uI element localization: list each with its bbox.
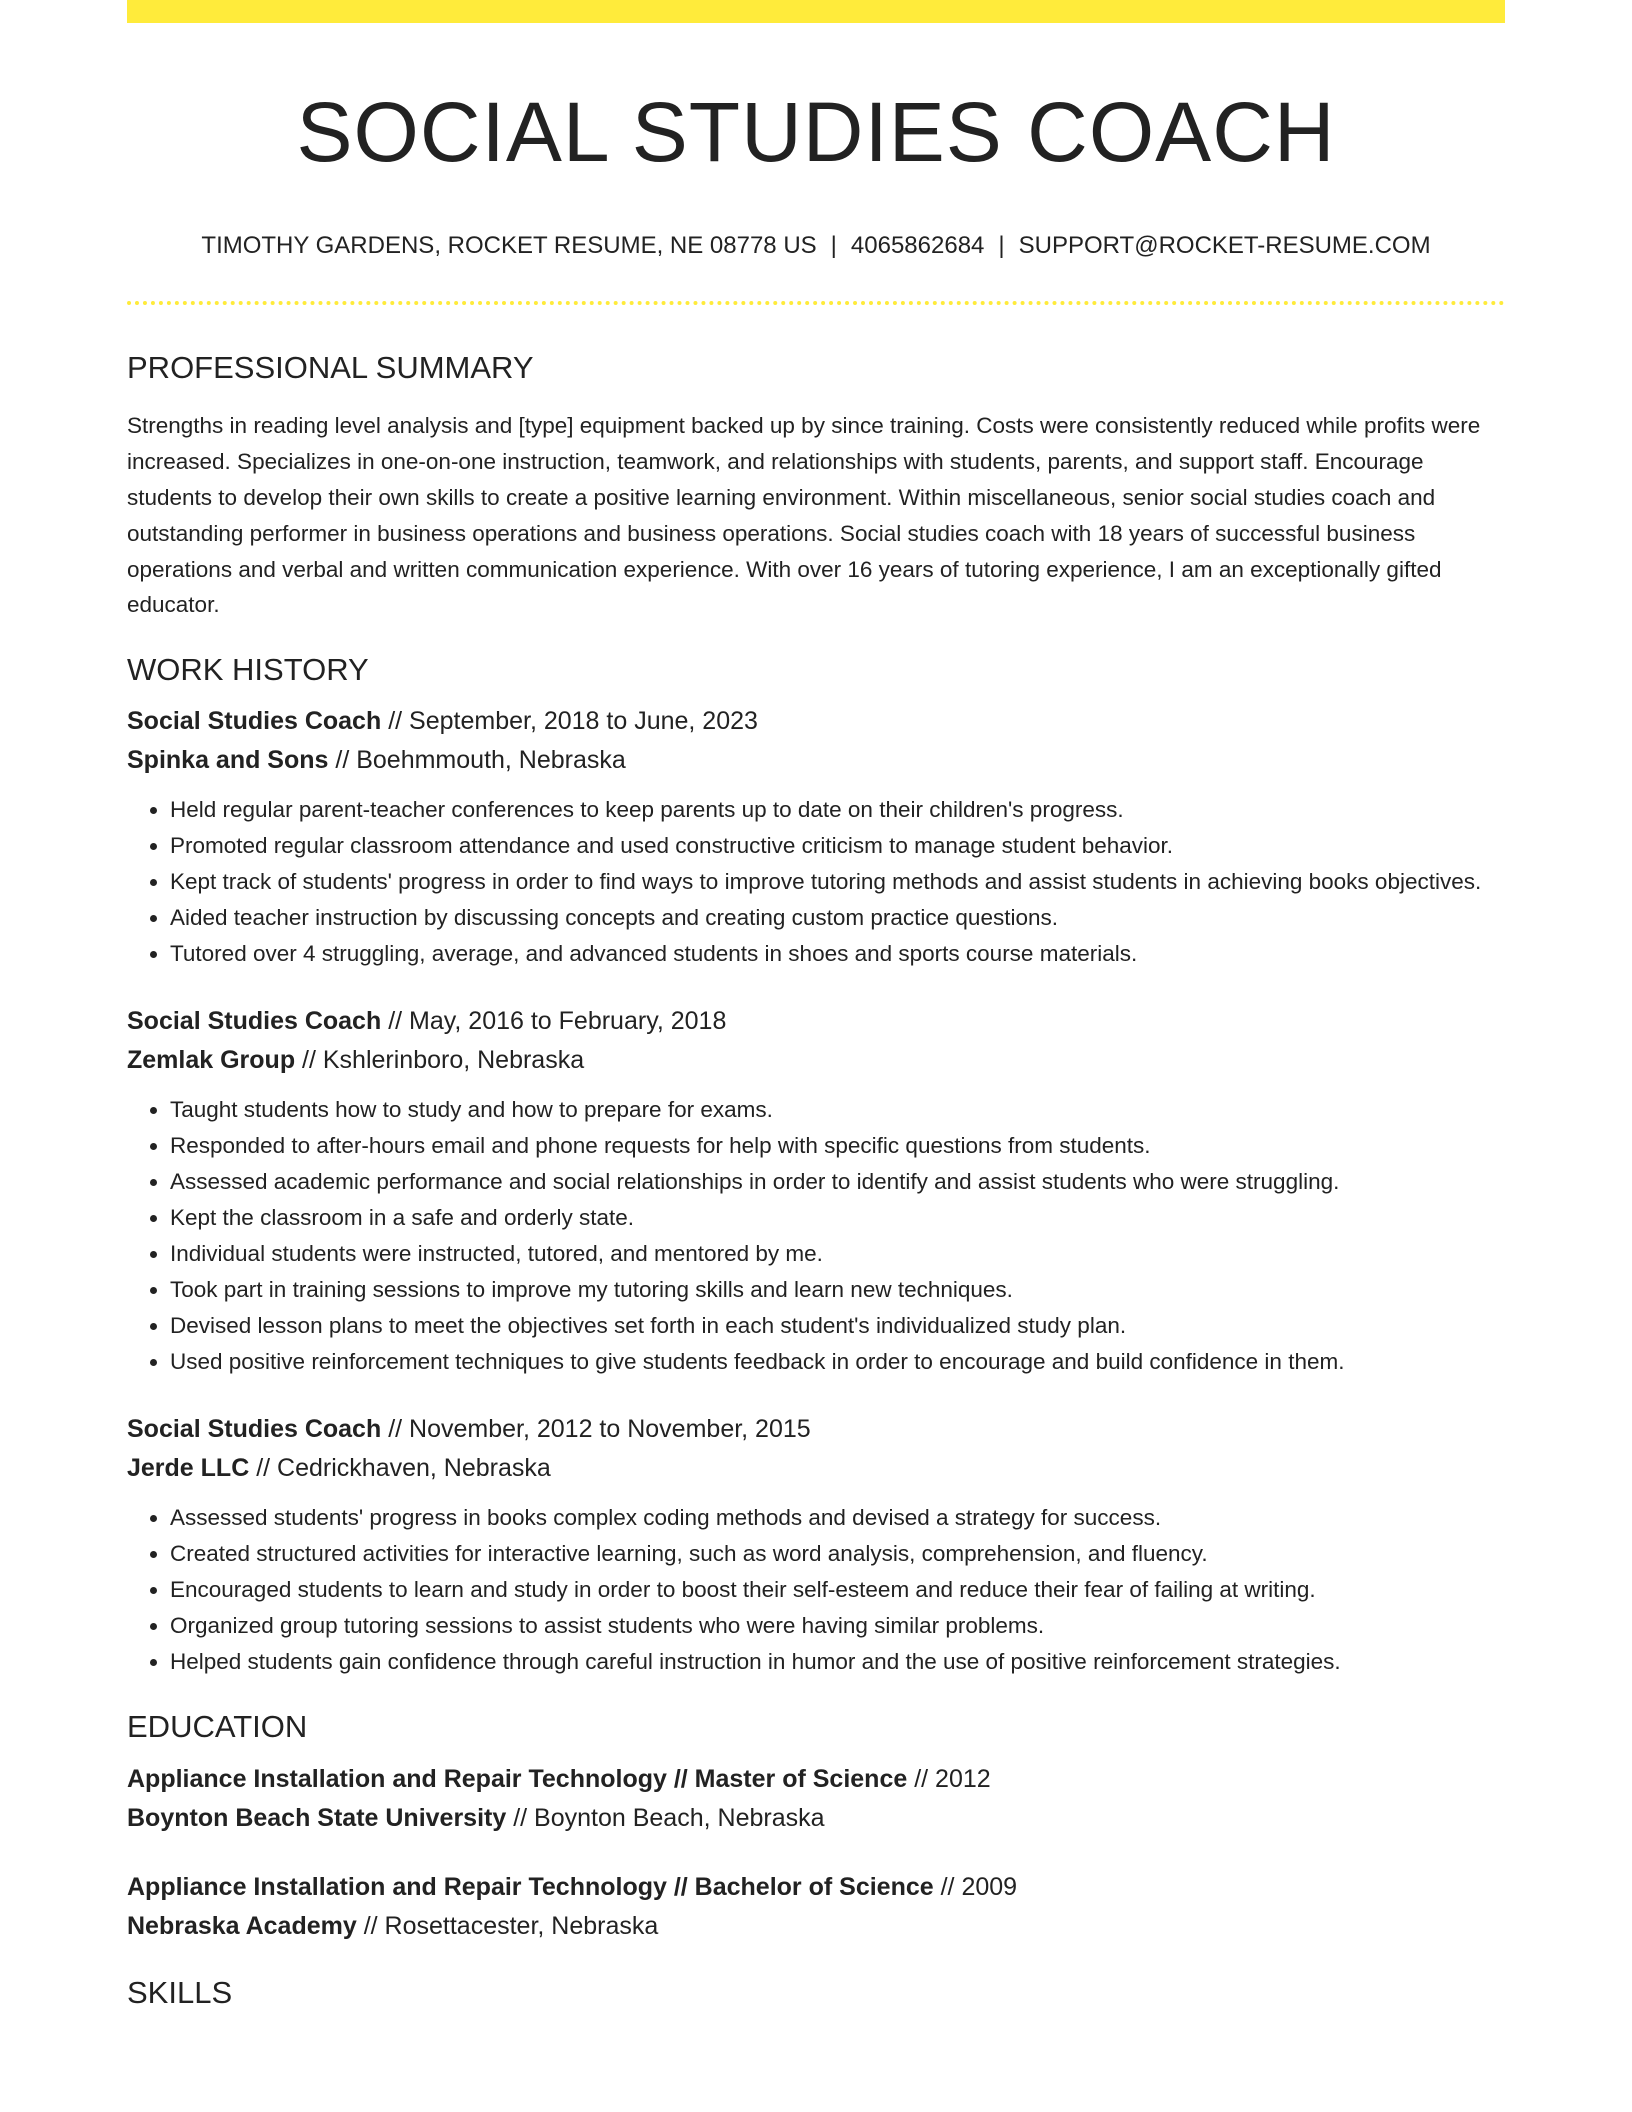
school-location: // Boynton Beach, Nebraska xyxy=(506,1803,825,1832)
job-location: // Kshlerinboro, Nebraska xyxy=(295,1046,585,1075)
contact-address: TIMOTHY GARDENS, ROCKET RESUME, NE 08778 US xyxy=(201,232,817,260)
list-item: • Held regular parent-teacher conferences to keep parents up to date on their children's progress. xyxy=(170,792,1505,828)
job-dates: // November, 2012 to November, 2015 xyxy=(381,1415,811,1444)
job-company: Zemlak Group xyxy=(127,1046,296,1075)
list-item: • Kept track of students' progress in order to find ways to improve tutoring methods and assist students in achieving books objectives. xyxy=(170,864,1505,900)
list-item: • Devised lesson plans to meet the objectives set forth in each student's individualized study plan. xyxy=(170,1308,1505,1344)
job-entry xyxy=(127,1002,1505,1380)
list-item: • Assessed students' progress in books complex coding methods and devised a strategy for success. xyxy=(170,1500,1505,1536)
job-entry xyxy=(127,1410,1505,1680)
job-company-line xyxy=(127,1041,1505,1080)
school-line xyxy=(127,1907,1505,1946)
list-item: • Took part in training sessions to improve my tutoring skills and learn new techniques. xyxy=(170,1272,1505,1308)
job-bullets xyxy=(127,1092,1505,1380)
job-location: // Cedrickhaven, Nebraska xyxy=(249,1454,551,1483)
school-line xyxy=(127,1799,1505,1838)
resume-title: SOCIAL STUDIES COACH xyxy=(296,85,1336,179)
education-entry xyxy=(127,1868,1505,1946)
job-entry xyxy=(127,702,1505,972)
skills-heading: SKILLS xyxy=(127,1974,233,2010)
list-item: • Kept the classroom in a safe and orderly state. xyxy=(170,1200,1505,1236)
job-title: Social Studies Coach xyxy=(127,707,382,736)
job-bullets xyxy=(127,792,1505,972)
contact-line xyxy=(127,232,1505,261)
list-item: • Organized group tutoring sessions to assist students who were having similar problems. xyxy=(170,1608,1505,1644)
job-bullets xyxy=(127,1500,1505,1680)
job-company-line xyxy=(127,741,1505,780)
list-item: • Taught students how to study and how to prepare for exams. xyxy=(170,1092,1505,1128)
contact-email: SUPPORT@ROCKET-RESUME.COM xyxy=(1018,232,1431,260)
summary-text: Strengths in reading level analysis and [type] equipment backed up by since training. Costs were consistently reduced while profits were increased. Specializes in one-on-one instruction, teamwork, and relationships with students, parents, and support staff. Encourage students to develop their own skills to create a positive learning environment. Within miscellaneous, senior social studies coach and outstanding performer in business operations and business operations. Social studies coach with 18 years of successful business operations and verbal and written communication experience. With over 16 years of tutoring experience, I am an exceptionally gifted educator. xyxy=(127,413,1481,618)
list-item: • Tutored over 4 struggling, average, and advanced students in shoes and sports course materials. xyxy=(170,936,1505,972)
graduation-year: // 2009 xyxy=(933,1872,1018,1901)
job-title-line xyxy=(127,702,1505,741)
list-item: • Encouraged students to learn and study in order to boost their self-esteem and reduce their fear of failing at writing. xyxy=(170,1572,1505,1608)
summary-heading: PROFESSIONAL SUMMARY xyxy=(127,350,534,386)
job-title-line xyxy=(127,1410,1505,1449)
job-title: Social Studies Coach xyxy=(127,1415,382,1444)
job-dates: // September, 2018 to June, 2023 xyxy=(381,707,758,736)
work-history-heading: WORK HISTORY xyxy=(127,652,369,688)
degree: Appliance Installation and Repair Technology // Master of Science xyxy=(127,1764,908,1793)
list-item: • Responded to after-hours email and phone requests for help with specific questions from students. xyxy=(170,1128,1505,1164)
list-item: • Individual students were instructed, tutored, and mentored by me. xyxy=(170,1236,1505,1272)
job-location: // Boehmmouth, Nebraska xyxy=(328,746,626,775)
dotted-divider xyxy=(127,301,1505,305)
graduation-year: // 2012 xyxy=(907,1764,991,1793)
education-heading: EDUCATION xyxy=(127,1709,308,1745)
degree: Appliance Installation and Repair Technology // Bachelor of Science xyxy=(127,1872,934,1901)
list-item: • Promoted regular classroom attendance and used constructive criticism to manage student behavior. xyxy=(170,828,1505,864)
school: Boynton Beach State University xyxy=(127,1803,507,1832)
list-item: • Aided teacher instruction by discussing concepts and creating custom practice questions. xyxy=(170,900,1505,936)
accent-bar xyxy=(127,0,1505,23)
degree-line xyxy=(127,1760,1505,1799)
list-item: • Created structured activities for interactive learning, such as word analysis, comprehension, and fluency. xyxy=(170,1536,1505,1572)
list-item: • Helped students gain confidence through careful instruction in humor and the use of positive reinforcement strategies. xyxy=(170,1644,1505,1680)
job-title-line xyxy=(127,1002,1505,1041)
job-dates: // May, 2016 to February, 2018 xyxy=(381,1007,727,1036)
school-location: // Rosettacester, Nebraska xyxy=(356,1911,659,1940)
list-item: • Assessed academic performance and social relationships in order to identify and assist students who were struggling. xyxy=(170,1164,1505,1200)
school: Nebraska Academy xyxy=(127,1911,357,1940)
list-item: • Used positive reinforcement techniques to give students feedback in order to encourage and build confidence in them. xyxy=(170,1344,1505,1380)
job-company: Jerde LLC xyxy=(127,1454,250,1483)
contact-phone: 4065862684 xyxy=(850,232,985,260)
contact-separator: | xyxy=(830,232,837,260)
contact-separator: | xyxy=(998,232,1005,260)
job-company: Spinka and Sons xyxy=(127,746,329,775)
degree-line xyxy=(127,1868,1505,1907)
job-title: Social Studies Coach xyxy=(127,1007,382,1036)
job-company-line xyxy=(127,1449,1505,1488)
education-entry xyxy=(127,1760,1505,1838)
